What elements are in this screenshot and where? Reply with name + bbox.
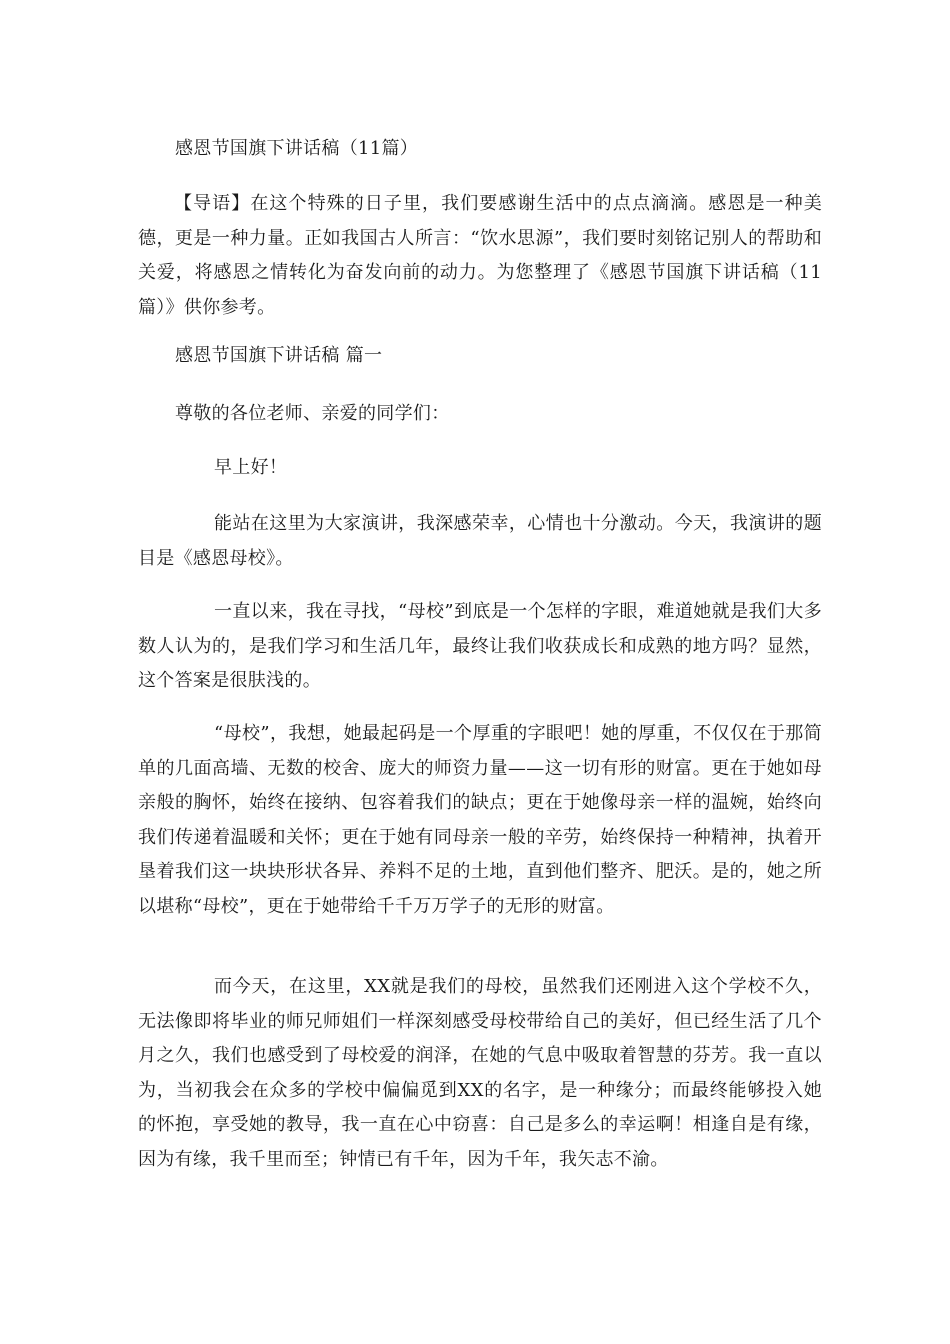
greeting: 早上好！	[214, 457, 288, 478]
body-paragraph-1: 能站在这里为大家演讲，我深感荣幸，心情也十分激动。今天，我演讲的题目是《感恩母校》。	[138, 513, 822, 569]
body-paragraph-4: 而今天，在这里，XX就是我们的母校，虽然我们还刚进入这个学校不久，无法像即将毕业的师兄师姐们一样深刻感受母校带给自己的美好，但已经生活了几个月之久，我们也感受到了母校爱的润泽，在她的气息中吸取着智慧的芬芳。我一直以为，当初我会在众多的学校中偏偏觅到XX的名字，是一种缘分；而最终能够投入她的怀抱，享受她的教导，我一直在心中窃喜：自己是多么的幸运啊！相逢自是有缘，因为有缘，我千里而至；钟情已有千年，因为千年，我矢志不渝。	[138, 976, 822, 1170]
intro-paragraph: 【导语】在这个特殊的日子里，我们要感谢生活中的点点滴滴。感恩是一种美德，更是一种力量。正如我国古人所言：“饮水思源”，我们要时刻铭记别人的帮助和关爱，将感恩之情转化为奋发向前的动力。为您整理了《感恩节国旗下讲话稿（11篇）》供你参考。	[138, 193, 822, 318]
section-heading: 感恩节国旗下讲话稿 篇一	[175, 345, 383, 366]
salutation: 尊敬的各位老师、亲爱的同学们：	[175, 403, 450, 424]
body-paragraph-2: 一直以来，我在寻找，“母校”到底是一个怎样的字眼，难道她就是我们大多数人认为的，是我们学习和生活几年，最终让我们收获成长和成熟的地方吗？显然，这个答案是很肤浅的。	[138, 601, 822, 691]
body-paragraph-3: “母校”，我想，她最起码是一个厚重的字眼吧！她的厚重，不仅仅在于那简单的几面高墙、无数的校舍、庞大的师资力量——这一切有形的财富。更在于她如母亲般的胸怀，始终在接纳、包容着我们的缺点；更在于她像母亲一样的温婉，始终向我们传递着温暖和关怀；更在于她有同母亲一般的辛劳，始终保持一种精神，执着开垦着我们这一块块形状各异、养料不足的土地，直到他们整齐、肥沃。是的，她之所以堪称“母校”，更在于她带给千千万万学子的无形的财富。	[138, 723, 822, 917]
document-title: 感恩节国旗下讲话稿（11篇）	[175, 138, 419, 159]
